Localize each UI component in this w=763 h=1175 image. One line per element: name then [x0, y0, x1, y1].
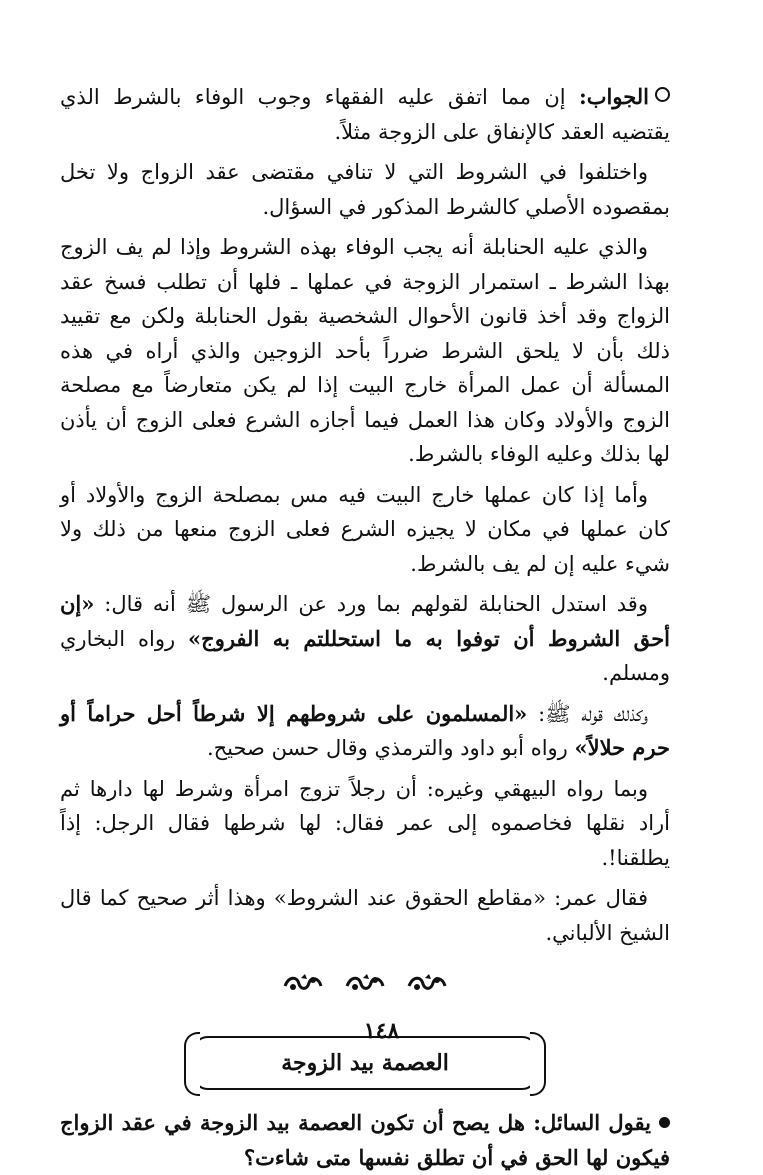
section-divider	[60, 972, 670, 994]
paragraph-hadith-1	[60, 587, 670, 691]
paragraph-exception: وأما إذا كان عملها خارج البيت فيه مس بمصلحة الزوج والأولاد أو كان عملها في مكان لا يجيزه الشرع فعلى الزوج منعها من ذلك ولا شيء عليه إن لم يف بالشرط.	[60, 482, 670, 576]
hadith-2-quote: «المسلمون على شروطهم إلا شرطاً أحل حراماً أو حرم حلالاً»	[60, 700, 670, 760]
hadith-2-source: رواه أبو داود والترمذي وقال حسن صحيح.	[206, 736, 575, 760]
floral-ornament-icon	[407, 972, 447, 994]
floral-ornament-icon	[345, 972, 385, 994]
paragraph-bayhaqi: وبما رواه البيهقي وغيره: أن رجلاً تزوج امرأة وشرط لها دارها ثم أراد نقلها فخاصموه إلى عمر فقال: لها شرطها فقال الرجل: إذاً يطلقنا!.	[60, 776, 670, 870]
answer-text: إن مما اتفق عليه الفقهاء وجوب الوفاء بالشرط الذي يقتضيه العقد كالإنفاق على الزوجة مثلاً.	[60, 85, 670, 144]
paragraph-hadith-2	[60, 697, 670, 766]
hadith-1-quote: «إن أحق الشروط أن توفوا به ما استحللتم به الفروج»	[60, 591, 671, 651]
hadith-1-source: رواه البخاري ومسلم.	[60, 626, 670, 685]
question-paragraph	[60, 1106, 670, 1175]
floral-ornament-icon	[283, 972, 323, 994]
hadith-1-intro: وقد استدل الحنابلة لقولهم بما ورد عن الرسول ﷺ أنه قال:	[94, 592, 648, 616]
circle-bullet-icon	[655, 87, 670, 102]
paragraph-hanbali-view: والذي عليه الحنابلة أنه يجب الوفاء بهذه الشروط وإذا لم يف الزوج بهذا الشرط ـ استمرار الزوجة في عملها ـ فلها أن تطلب فسخ عقد الزواج وقد أخذ قانون الأحوال الشخصية بقول الحنابلة ولكن مع تقييد ذلك بأن لا يلحق الشرط ضرراً بأحد الزوجين والذي أراه في هذه المسألة أن عمل المرأة خارج البيت إذا لم يكن متعارضاً مع مصلحة الزوج والأولاد وكان هذا العمل فيما أجازه الشرع فعلى الزوج أن يأذن لها بذلك وعليه الوفاء بالشرط.	[60, 235, 670, 466]
page-number: ١٤٨	[363, 1018, 400, 1044]
section-title-frame	[192, 1036, 538, 1090]
paragraph-umar: فقال عمر: «مقاطع الحقوق عند الشروط» وهذا أثر صحيح كما قال الشيخ الألباني.	[60, 886, 670, 945]
section-title: العصمة بيد الزوجة	[281, 1050, 449, 1076]
filled-bullet-icon	[659, 1117, 670, 1128]
question-text: يقول السائل: هل يصح أن تكون العصمة بيد الزوجة في عقد الزواج فيكون لها الحق في أن تطلق نفسها متى شاءت؟	[60, 1110, 670, 1170]
answer-label: الجواب:	[579, 84, 649, 109]
hadith-2-intro: وكذلك قوله ﷺ:	[527, 701, 648, 726]
answer-paragraph	[60, 80, 670, 149]
paragraph-disagreement: واختلفوا في الشروط التي لا تنافي مقتضى عقد الزواج ولا تخل بمقصوده الأصلي كالشرط المذكور في السؤال.	[60, 160, 670, 219]
